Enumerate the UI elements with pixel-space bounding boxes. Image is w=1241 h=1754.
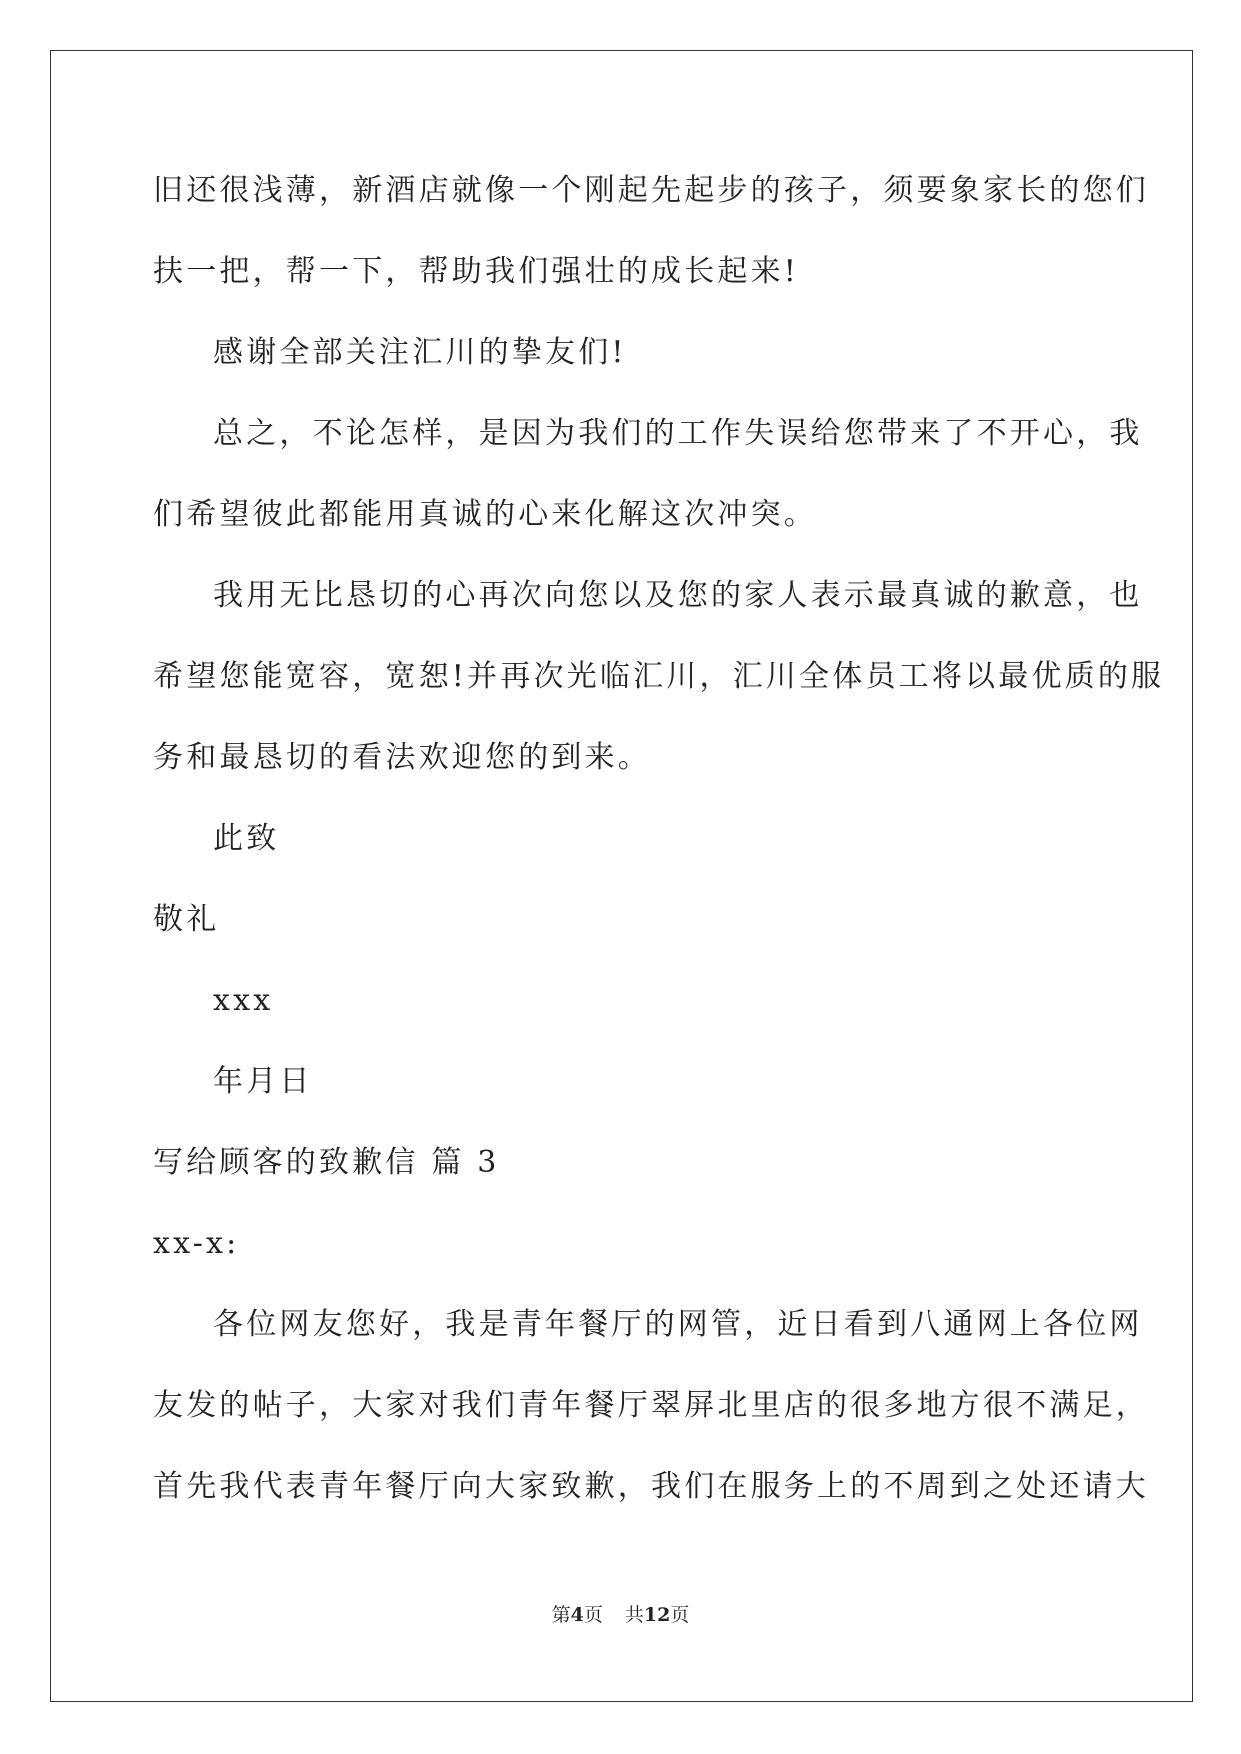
body-line-1: 旧还很浅薄，新酒店就像一个刚起先起步的孩子，须要象家长的您们 (153, 173, 1149, 208)
body-line-4: 总之，不论怎样，是因为我们的工作失误给您带来了不开心，我 (213, 416, 1143, 451)
section-heading: 写给顾客的致歉信 篇 3 (153, 1145, 500, 1180)
recipient-line: xx-x: (153, 1226, 240, 1261)
footer-total-pages: 12 (643, 1604, 671, 1626)
body-line-10: 友发的帖子，大家对我们青年餐厅翠屏北里店的很多地方很不满足， (153, 1388, 1149, 1423)
body-line-3: 感谢全部关注汇川的挚友们! (213, 335, 627, 370)
footer-prefix: 第 (551, 1604, 571, 1626)
page-footer (0, 1603, 1241, 1627)
body-line-7: 希望您能宽容，宽恕!并再次光临汇川，汇川全体员工将以最优质的服 (153, 659, 1165, 694)
body-line-11: 首先我代表青年餐厅向大家致歉，我们在服务上的不周到之处还请大 (153, 1469, 1149, 1504)
body-line-2: 扶一把，帮一下，帮助我们强壮的成长起来! (153, 254, 800, 289)
date-line: 年月日 (213, 1064, 313, 1099)
body-line-6: 我用无比恳切的心再次向您以及您的家人表示最真诚的歉意，也 (213, 578, 1143, 613)
footer-total-prefix: 共 (624, 1604, 644, 1626)
footer-current-page: 4 (570, 1604, 584, 1626)
footer-page-suffix: 页 (583, 1604, 603, 1626)
body-line-5: 们希望彼此都能用真诚的心来化解这次冲突。 (153, 497, 817, 532)
signature: xxx (213, 983, 274, 1018)
closing-regards: 敬礼 (153, 902, 220, 937)
body-line-9: 各位网友您好，我是青年餐厅的网管，近日看到八通网上各位网 (213, 1307, 1143, 1342)
footer-total-suffix: 页 (670, 1604, 690, 1626)
closing-salutation: 此致 (213, 821, 280, 856)
body-line-8: 务和最恳切的看法欢迎您的到来。 (153, 740, 651, 775)
page-border (50, 50, 1193, 1702)
